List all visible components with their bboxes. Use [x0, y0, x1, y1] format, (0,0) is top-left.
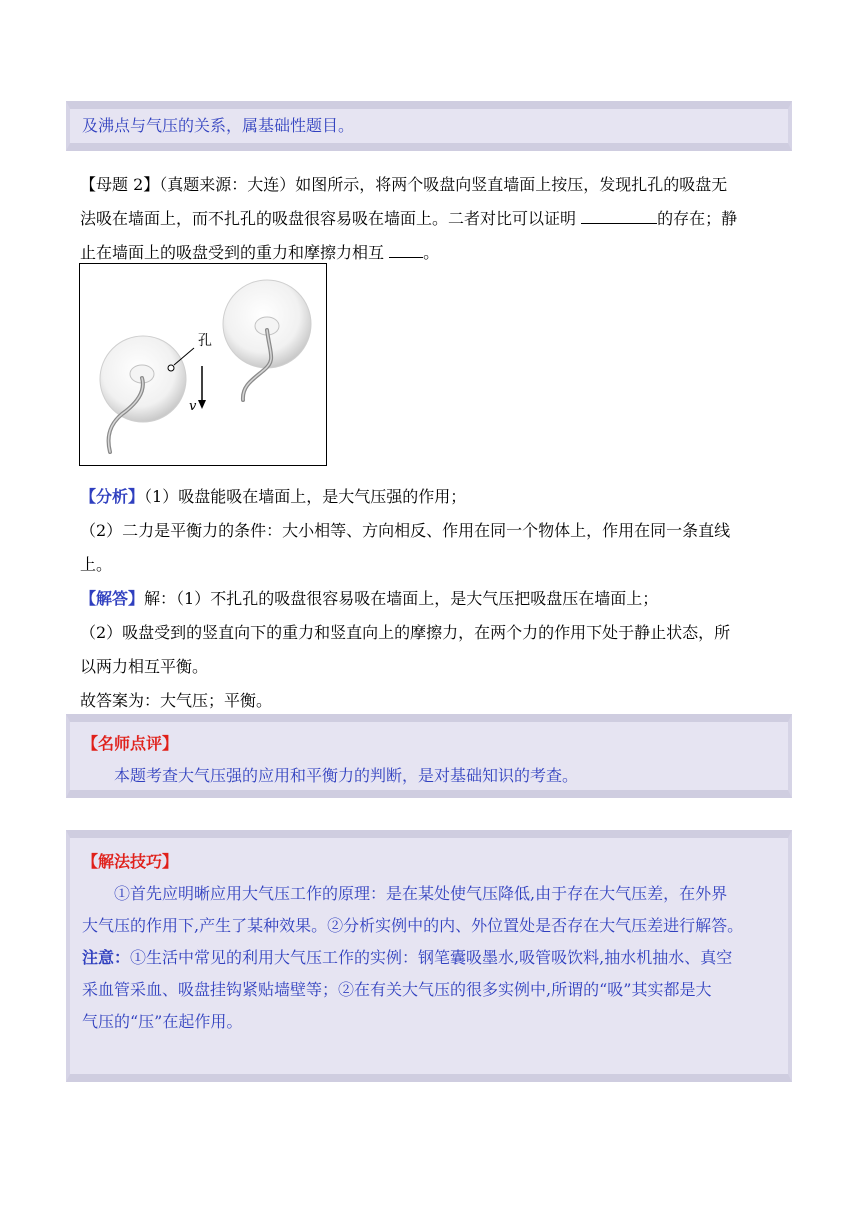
- solution-tips-box: [66, 830, 792, 1082]
- analysis-line-3: 上。: [80, 555, 113, 574]
- answer-line-3: 以两力相互平衡。: [80, 657, 209, 676]
- tips-title: 【解法技巧】: [82, 852, 179, 871]
- note-label: 注意：: [82, 948, 131, 967]
- velocity-arrow-head: [198, 400, 206, 409]
- tips-line-4: 采血管采血、吸盘挂钩紧贴墙壁等；②在有关大气压的很多实例中,所谓的“吸”其实都是大: [82, 980, 712, 999]
- answer-blank-2: [389, 239, 423, 258]
- hole-marker: [168, 365, 174, 371]
- comment-title: 【名师点评】: [82, 734, 179, 753]
- problem-line-3: 止在墙面上的吸盘受到的重力和摩擦力相互 。: [80, 236, 784, 270]
- tips-line-1: ①首先应明晰应用大气压工作的原理：是在某处使气压降低,由于存在大气压差，在外界: [114, 884, 728, 903]
- tips-line-2: 大气压的作用下,产生了某种效果。②分析实例中的内、外位置处是否存在大气压差进行解答。: [82, 916, 744, 935]
- answer-tag: 【解答】: [80, 589, 145, 608]
- answer-line-2: （2）吸盘受到的竖直向下的重力和竖直向上的摩擦力，在两个力的作用下处于静止状态，所: [80, 623, 731, 642]
- answer-line-1: 【解答】解：（1）不扎孔的吸盘很容易吸在墙面上，是大气压把吸盘压在墙面上；: [80, 589, 659, 608]
- problem-line-2: 法吸在墙面上，而不扎孔的吸盘很容易吸在墙面上。二者对比可以证明 的存在；静: [80, 202, 784, 236]
- left-suction-cup: [100, 336, 186, 452]
- suction-cup-illustration: [80, 264, 326, 465]
- problem-line-1: 【母题 2】（真题来源：大连）如图所示，将两个吸盘向竖直墙面上按压，发现扎孔的吸盘无: [80, 175, 728, 194]
- tips-line-5: 气压的“压”在起作用。: [82, 1012, 243, 1031]
- analysis-tag: 【分析】: [80, 487, 145, 506]
- tips-line-3: 注意：①生活中常见的利用大气压工作的实例：钢笔囊吸墨水,吸管吸饮料,抽水机抽水、真空: [82, 948, 733, 967]
- analysis-line-1: 【分析】（1）吸盘能吸在墙面上，是大气压强的作用；: [80, 487, 467, 506]
- problem-statement: [80, 168, 784, 270]
- velocity-label: v: [189, 399, 197, 414]
- analysis-answer-section: [80, 480, 784, 718]
- answer-blank-1: [581, 205, 657, 224]
- top-summary-box: [66, 101, 792, 151]
- right-suction-cup: [223, 280, 311, 400]
- comment-text: 本题考查大气压强的应用和平衡力的判断，是对基础知识的考查。: [114, 766, 579, 785]
- teacher-comment-box: [66, 714, 792, 798]
- problem-tag: 【母题 2】: [80, 175, 160, 194]
- hole-label: 孔: [198, 333, 212, 349]
- final-answer: 故答案为：大气压；平衡。: [80, 691, 273, 710]
- top-summary-text: 及沸点与气压的关系，属基础性题目。: [82, 116, 355, 135]
- analysis-line-2: （2）二力是平衡力的条件：大小相等、方向相反、作用在同一个物体上，作用在同一条直线: [80, 521, 731, 540]
- suction-cup-figure: [79, 263, 327, 466]
